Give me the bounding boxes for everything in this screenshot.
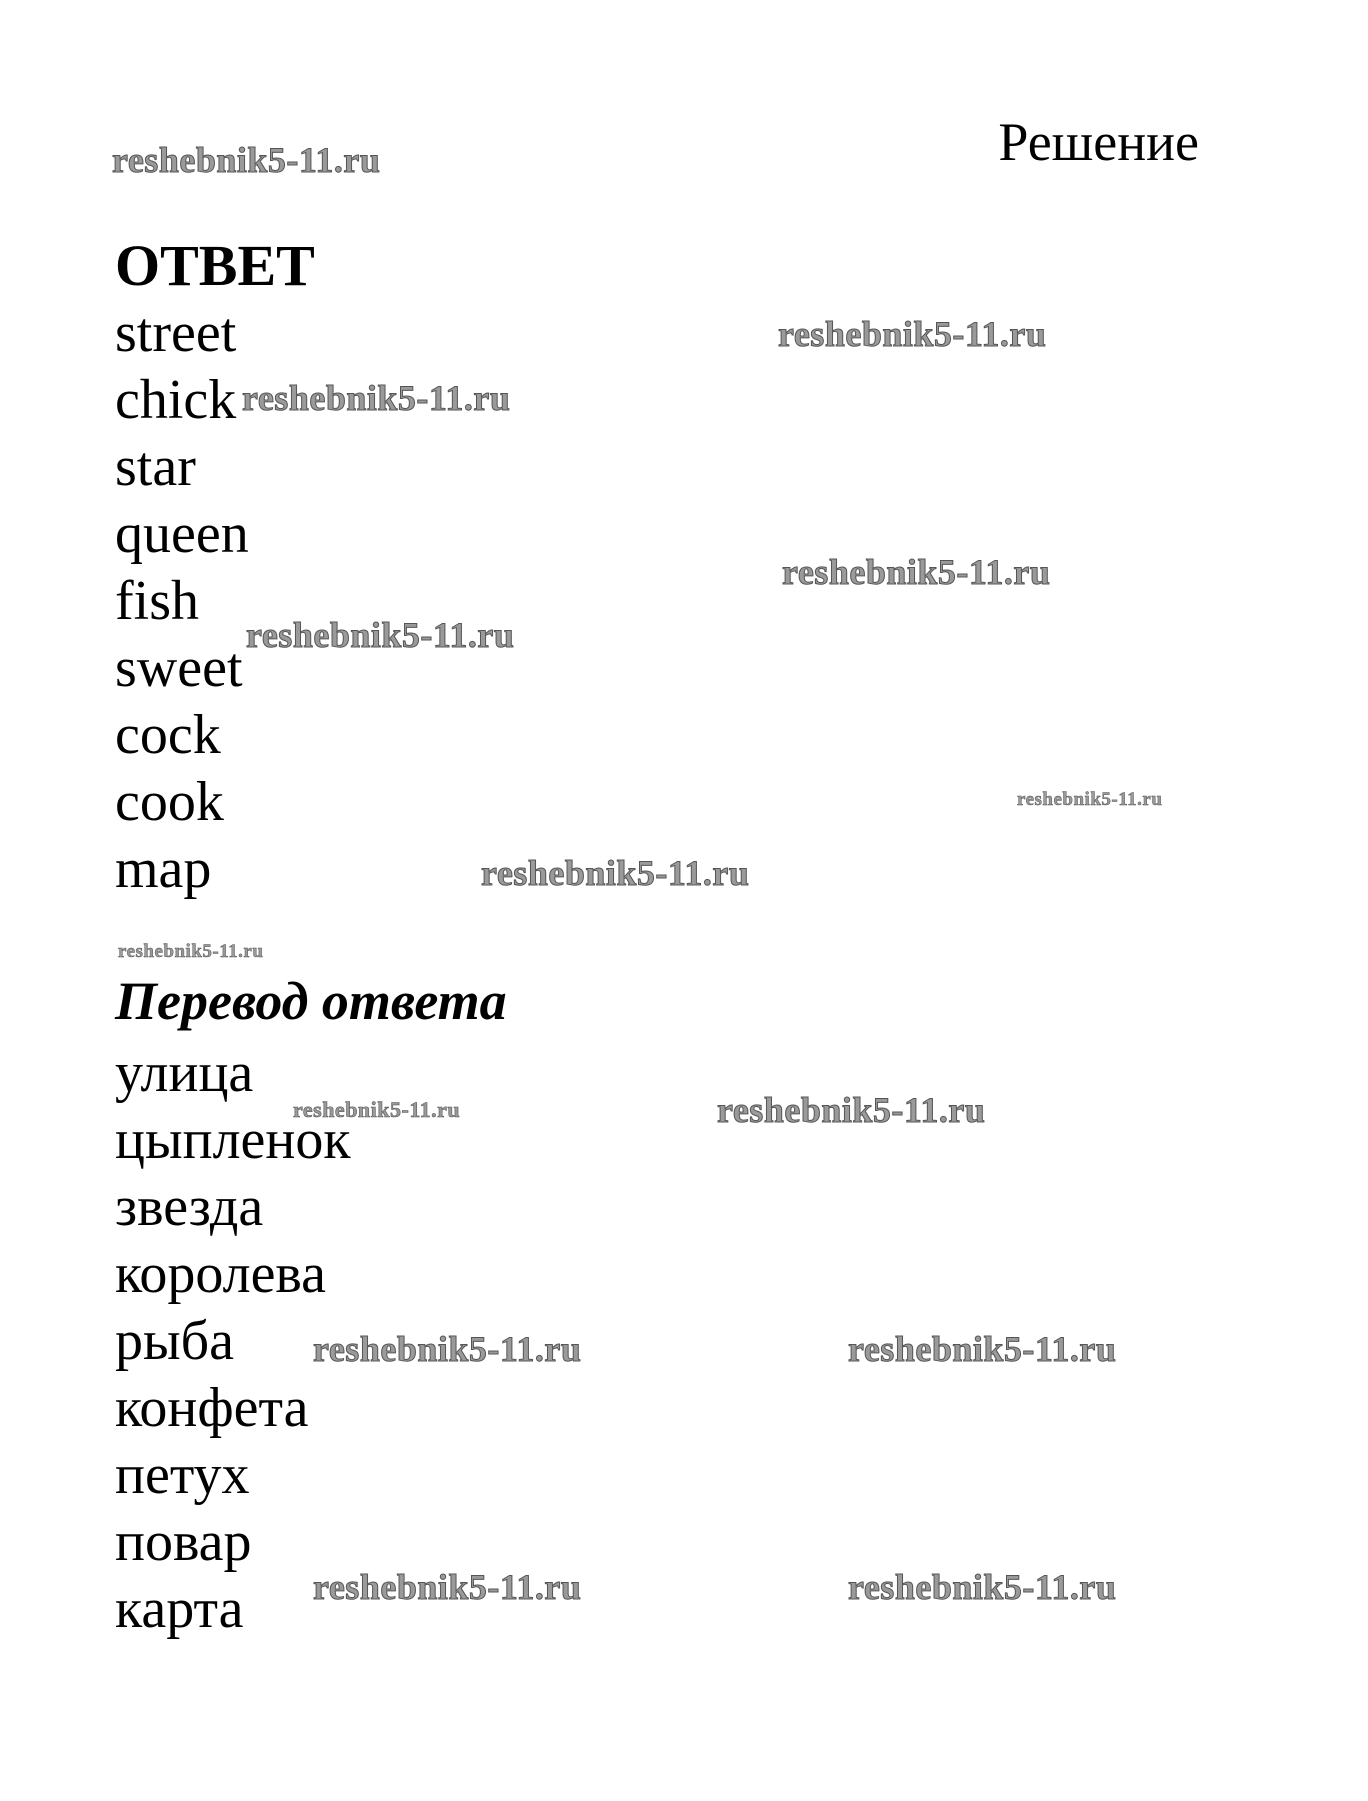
- watermark: reshebnik5-11.ru: [246, 615, 515, 655]
- answer-item: star: [115, 436, 196, 498]
- watermark: reshebnik5-11.ru: [1017, 789, 1163, 810]
- translation-item: улица: [115, 1042, 254, 1104]
- watermark: reshebnik5-11.ru: [313, 1567, 582, 1607]
- translation-item: повар: [115, 1511, 252, 1573]
- answer-item: chick: [115, 369, 237, 431]
- answer-item: queen: [115, 503, 249, 565]
- translation-item: звезда: [115, 1176, 264, 1238]
- watermark: reshebnik5-11.ru: [112, 140, 381, 180]
- answer-heading: ОТВЕТ: [115, 233, 315, 298]
- answer-item: fish: [115, 570, 199, 632]
- watermark: reshebnik5-11.ru: [848, 1329, 1117, 1369]
- translation-item: петух: [115, 1444, 250, 1506]
- answer-item: street: [115, 302, 237, 364]
- translation-item: рыба: [115, 1310, 234, 1372]
- answer-item: map: [115, 838, 212, 900]
- translation-heading: Перевод ответа: [115, 971, 507, 1031]
- answer-item: cock: [115, 704, 221, 766]
- watermark: reshebnik5-11.ru: [717, 1090, 986, 1130]
- answer-item: sweet: [115, 637, 243, 699]
- translation-item: конфета: [115, 1377, 309, 1439]
- watermark: reshebnik5-11.ru: [313, 1329, 582, 1369]
- watermark: reshebnik5-11.ru: [118, 941, 264, 962]
- watermark: reshebnik5-11.ru: [242, 378, 511, 418]
- watermark: reshebnik5-11.ru: [293, 1097, 461, 1122]
- translation-item: королева: [115, 1243, 326, 1305]
- translation-item: карта: [115, 1578, 244, 1640]
- watermark: reshebnik5-11.ru: [778, 314, 1047, 354]
- watermark: reshebnik5-11.ru: [848, 1567, 1117, 1607]
- translation-item: цыпленок: [115, 1109, 351, 1171]
- answer-list: [115, 300, 249, 903]
- watermark: reshebnik5-11.ru: [481, 853, 750, 893]
- page-title: Решение: [998, 112, 1199, 172]
- answer-item: cook: [115, 771, 224, 833]
- watermark: reshebnik5-11.ru: [782, 552, 1051, 592]
